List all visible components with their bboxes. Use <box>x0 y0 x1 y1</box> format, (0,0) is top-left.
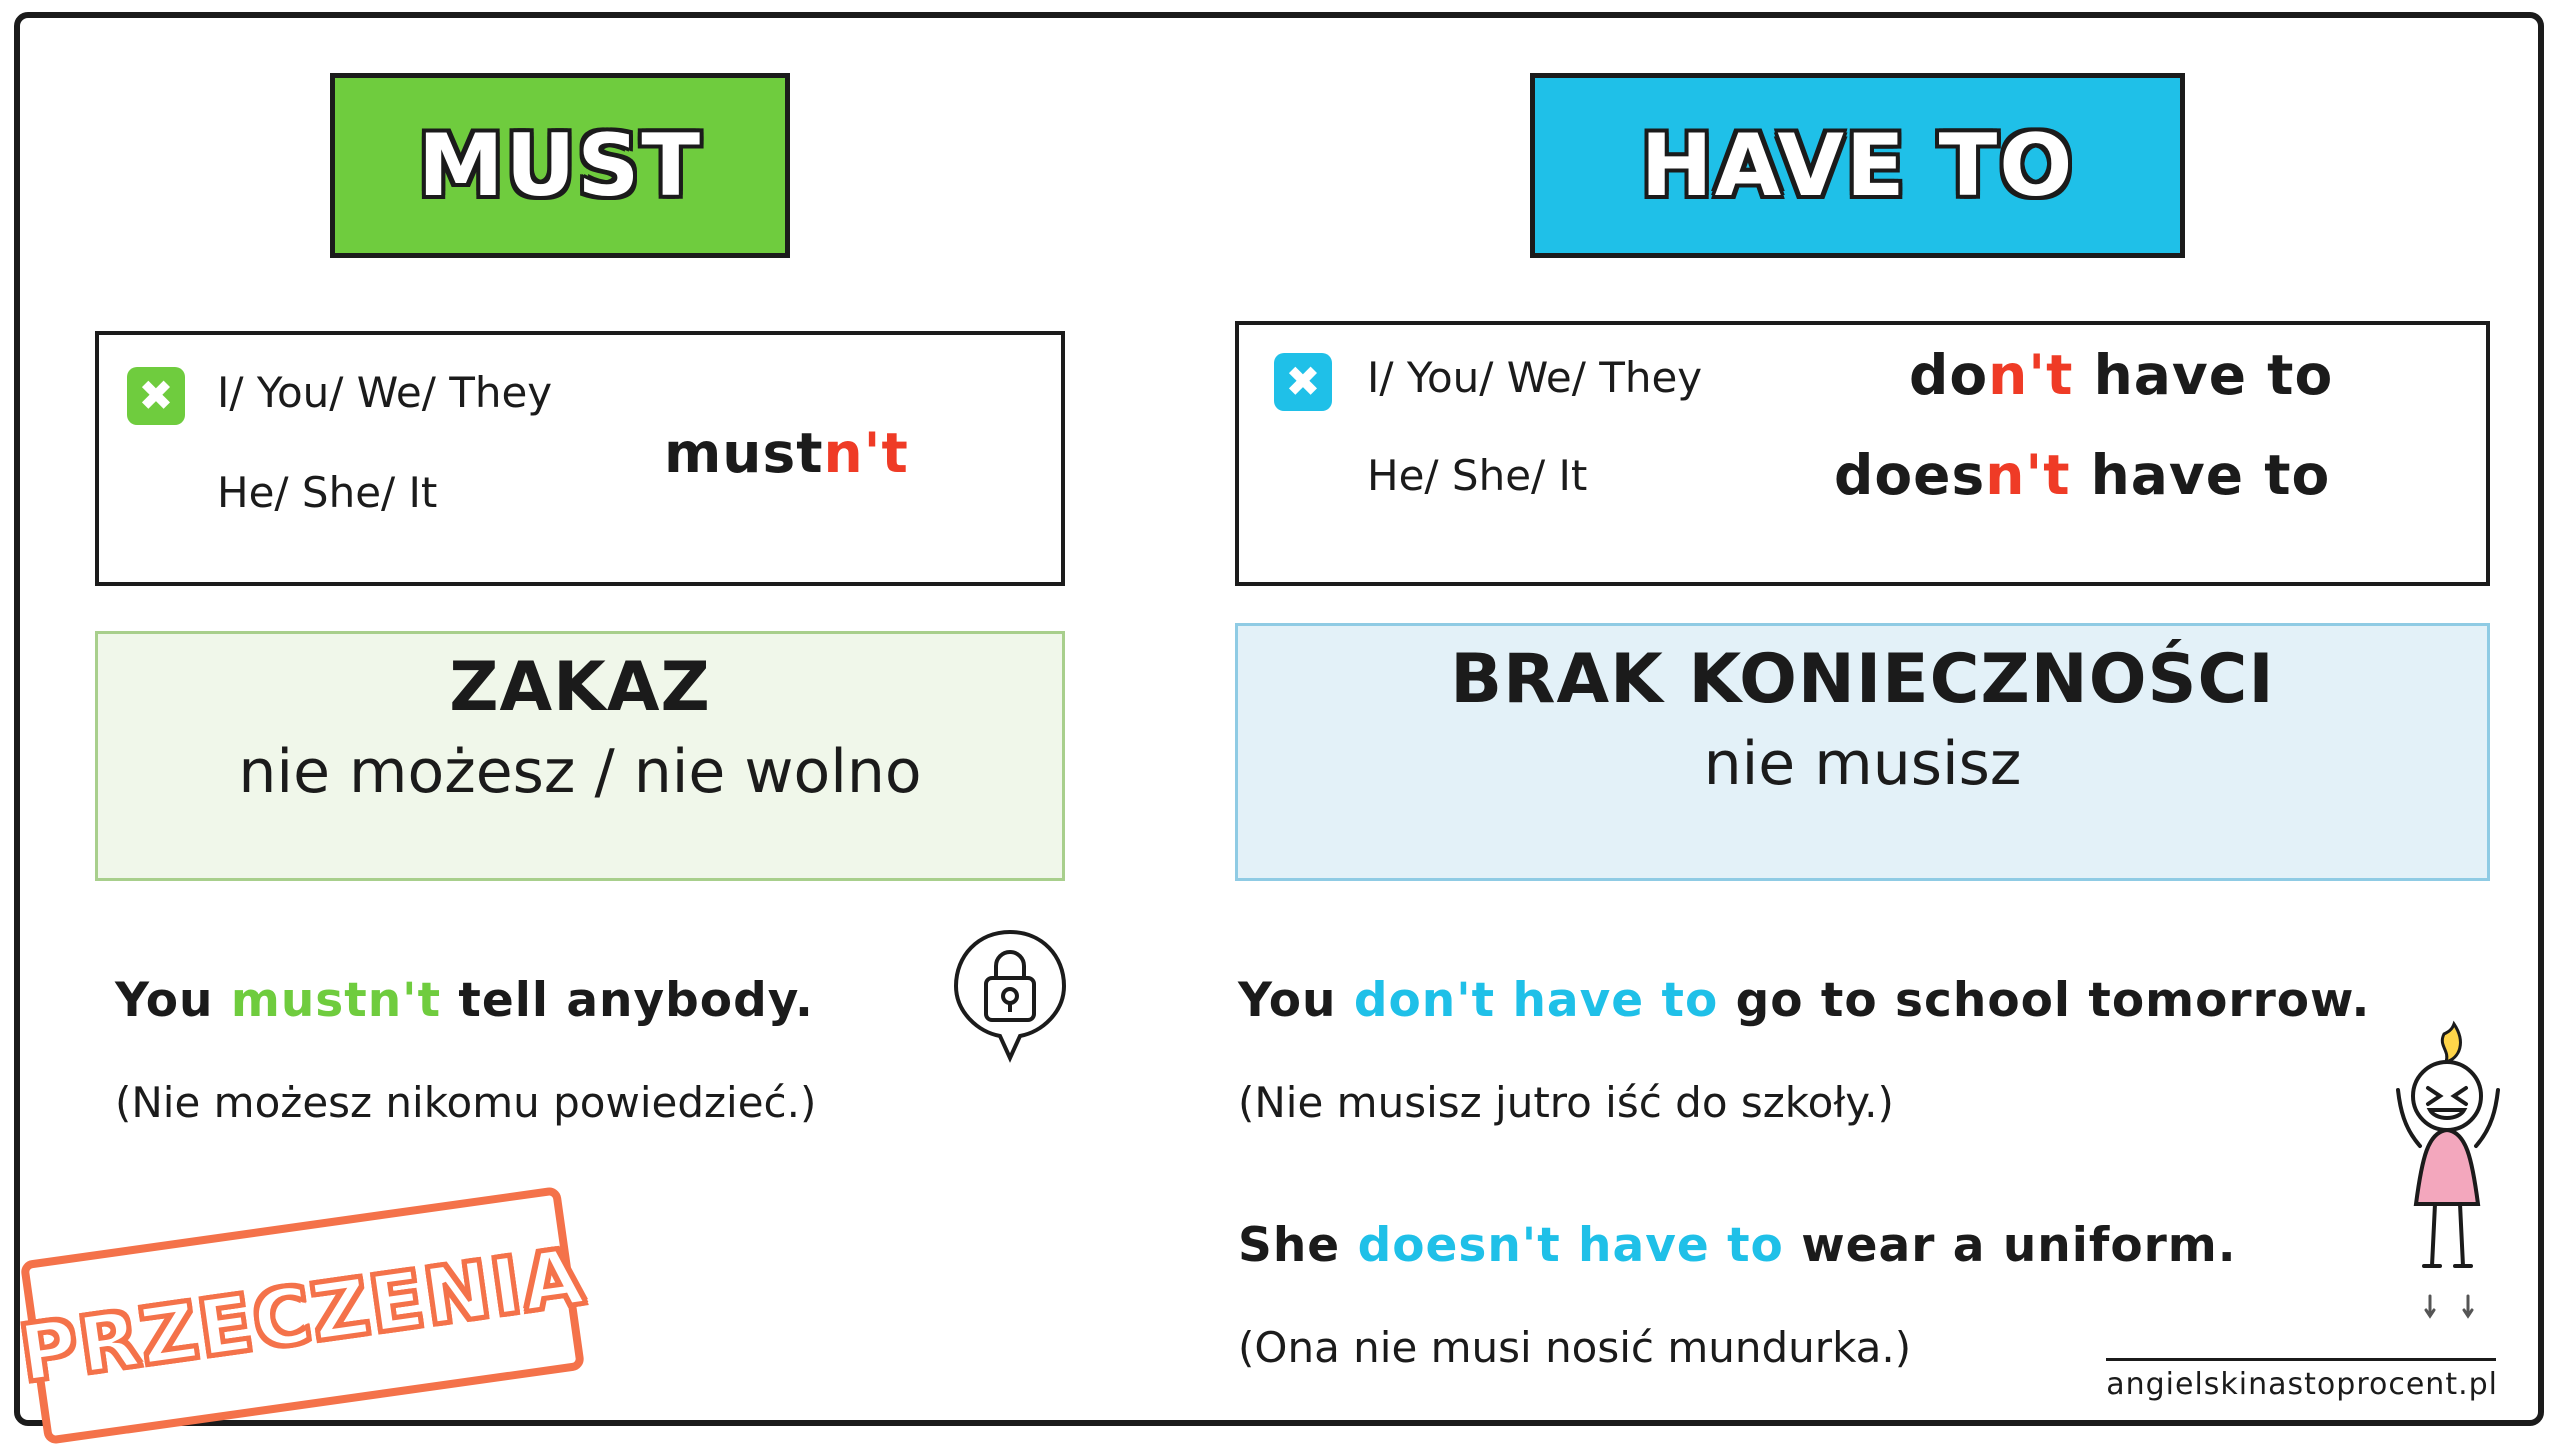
example-sentence-must <box>115 973 814 1028</box>
pronouns-line-1: I/ You/ We/ They <box>217 368 553 417</box>
footer-website: angielskinastoprocent.pl <box>2106 1367 2498 1402</box>
example-translation-must: (Nie możesz nikomu powiedzieć.) <box>115 1078 817 1127</box>
verb-negation: n't <box>1988 343 2074 407</box>
example-text-after: tell anybody. <box>441 973 814 1028</box>
verb-rest: have to <box>2073 343 2334 407</box>
verb-stem: do <box>1909 343 1989 407</box>
footer <box>2106 1358 2498 1402</box>
lock-icon <box>950 928 1070 1068</box>
verb-negation: n't <box>823 421 909 485</box>
pronouns-line-2: He/ She/ It <box>217 468 438 517</box>
verb-rest: have to <box>2070 443 2331 507</box>
example-text-before: She <box>1238 1218 1358 1273</box>
verb-negation: n't <box>1985 443 2071 507</box>
verb-form-must <box>664 421 909 485</box>
negative-cross-icon: ✖ <box>127 367 185 425</box>
form-box-must <box>95 331 1065 586</box>
verb-form-doesnt-have-to <box>1834 443 2330 507</box>
example-sentence-have-to-2 <box>1238 1218 2237 1273</box>
stamp-label: PRZECZENIA <box>14 1231 591 1400</box>
example-text-before: You <box>115 973 231 1028</box>
meaning-subtitle: nie musisz <box>1703 729 2022 799</box>
girl-jumping-icon <box>2380 1018 2515 1348</box>
header-have-to-label: HAVE TO <box>1640 115 2075 216</box>
header-must-label: MUST <box>417 115 702 216</box>
example-text-after: go to school tomorrow. <box>1718 973 2371 1028</box>
header-have-to <box>1530 73 2185 258</box>
negative-cross-icon: ✖ <box>1274 353 1332 411</box>
example-translation-have-to-2: (Ona nie musi nosić mundurka.) <box>1238 1323 1912 1372</box>
footer-divider <box>2106 1358 2496 1361</box>
example-highlight: doesn't have to <box>1357 1218 1784 1273</box>
pronouns-line-2: He/ She/ It <box>1367 451 1588 500</box>
example-translation-have-to-1: (Nie musisz jutro iść do szkoły.) <box>1238 1078 1894 1127</box>
stamp-przeczenia <box>14 1186 591 1445</box>
pronouns-line-1: I/ You/ We/ They <box>1367 353 1703 402</box>
meaning-box-have-to <box>1235 623 2490 881</box>
example-text-after: wear a uniform. <box>1783 1218 2237 1273</box>
example-text-before: You <box>1238 973 1354 1028</box>
meaning-subtitle: nie możesz / nie wolno <box>238 737 922 807</box>
example-highlight: don't have to <box>1353 973 1719 1028</box>
verb-stem: does <box>1834 443 1986 507</box>
meaning-box-must <box>95 631 1065 881</box>
example-sentence-have-to-1 <box>1238 973 2370 1028</box>
meaning-title: ZAKAZ <box>449 648 711 727</box>
header-must <box>330 73 790 258</box>
verb-stem: must <box>664 421 824 485</box>
meaning-title: BRAK KONIECZNOŚCI <box>1450 640 2275 719</box>
poster <box>14 12 2544 1426</box>
form-box-have-to <box>1235 321 2490 586</box>
verb-form-dont-have-to <box>1909 343 2333 407</box>
example-highlight: mustn't <box>230 973 442 1028</box>
